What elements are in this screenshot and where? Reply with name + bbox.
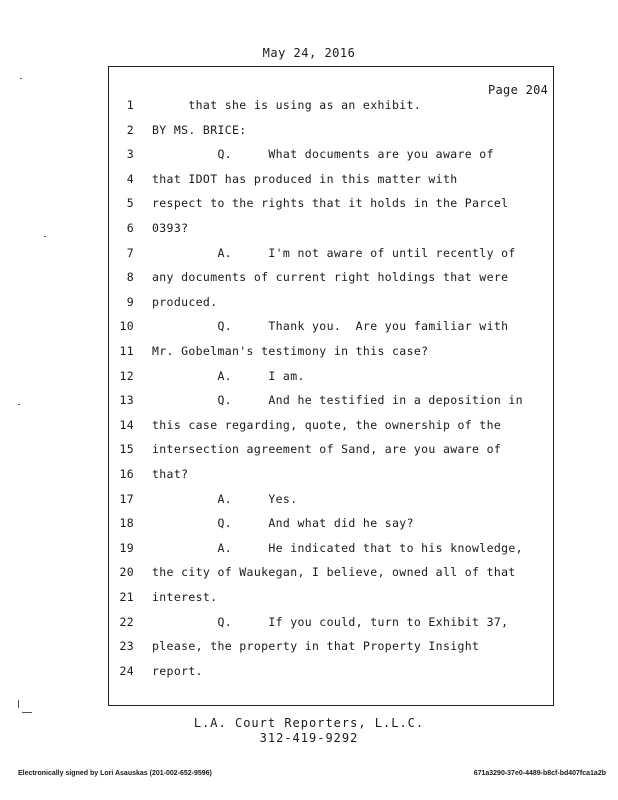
line-number: 20 (119, 565, 134, 580)
scan-speck (18, 700, 19, 708)
line-text: A. I'm not aware of until recently of (152, 245, 516, 260)
line-number: 15 (119, 442, 134, 457)
scan-speck (18, 404, 20, 405)
line-text: Mr. Gobelman's testimony in this case? (152, 344, 429, 358)
line-text: respect to the rights that it holds in the Parcel (152, 196, 509, 211)
transcript-line (0, 246, 618, 271)
transcript-date: May 24, 2016 (262, 46, 356, 60)
line-text: Q. Thank you. Are you familiar with (152, 319, 509, 334)
line-text: Q. What documents are you aware of (152, 147, 494, 162)
line-text: produced. (152, 294, 218, 309)
line-text: the city of Waukegan, I believe, owned all of that (152, 565, 516, 580)
line-text: intersection agreement of Sand, are you aware of (152, 442, 502, 457)
line-number: 6 (126, 221, 134, 235)
line-text: 0393? (152, 221, 189, 235)
transcript-line (0, 590, 618, 615)
line-number: 12 (119, 368, 134, 383)
line-text: this case regarding, quote, the ownership of the (152, 417, 502, 432)
transcript-line (0, 123, 618, 148)
transcript-line (0, 418, 618, 443)
transcript-line (0, 442, 618, 467)
line-text: Q. And what did he say? (152, 516, 414, 531)
court-reporter-phone: 312-419-9292 (259, 731, 359, 745)
line-text: that she is using as an exhibit. (152, 98, 422, 112)
line-text: report. (152, 663, 203, 678)
line-number: 7 (126, 245, 134, 260)
line-text: that? (152, 467, 189, 481)
transcript-line (0, 172, 618, 197)
transcript-line (0, 196, 618, 221)
transcript-line (0, 664, 618, 689)
transcript-line (0, 492, 618, 517)
transcript-line (0, 344, 618, 369)
line-number: 18 (119, 516, 134, 531)
line-number: 23 (119, 639, 134, 654)
line-number: 9 (126, 294, 134, 309)
page-number: Page 204 (488, 83, 549, 97)
line-number: 16 (119, 467, 134, 481)
line-text: that IDOT has produced in this matter with (152, 171, 458, 186)
line-number: 2 (126, 122, 134, 137)
line-number: 17 (119, 491, 134, 506)
scan-speck (44, 236, 46, 237)
line-number: 1 (126, 98, 134, 112)
line-number: 11 (119, 344, 134, 358)
line-number: 5 (126, 196, 134, 211)
transcript-line (0, 221, 618, 246)
line-number: 24 (119, 663, 134, 678)
transcript-line (0, 98, 618, 123)
line-number: 13 (119, 393, 134, 408)
scan-speck (22, 712, 32, 713)
line-text: A. He indicated that to his knowledge, (152, 540, 523, 555)
transcript-line (0, 147, 618, 172)
court-reporter-name: L.A. Court Reporters, L.L.C. (193, 716, 425, 730)
line-text: please, the property in that Property Insight (152, 639, 480, 654)
transcript-line (0, 295, 618, 320)
document-hash: 671a3290-37e0-4489-b8cf-bd407fca1a2b (473, 770, 606, 777)
line-number: 3 (126, 147, 134, 162)
transcript-line (0, 393, 618, 418)
line-text: Q. If you could, turn to Exhibit 37, (152, 614, 509, 629)
transcript-line (0, 639, 618, 664)
transcript-line (0, 319, 618, 344)
line-number: 4 (126, 171, 134, 186)
transcript-line (0, 565, 618, 590)
line-text: any documents of current right holdings that were (152, 270, 509, 285)
line-number: 22 (119, 614, 134, 629)
scan-speck (20, 78, 22, 79)
line-text: interest. (152, 590, 218, 604)
line-text: BY MS. BRICE: (152, 122, 247, 137)
transcript-line (0, 541, 618, 566)
line-number: 14 (119, 417, 134, 432)
transcript-line (0, 369, 618, 394)
line-number: 8 (126, 270, 134, 285)
line-number: 19 (119, 540, 134, 555)
line-text: Q. And he testified in a deposition in (152, 393, 523, 408)
transcript-line (0, 467, 618, 492)
transcript-line (0, 516, 618, 541)
electronic-signature: Electronically signed by Lori Asauskas (201-002-652-9596) (18, 770, 212, 777)
transcript-line (0, 270, 618, 295)
line-text: A. Yes. (152, 491, 298, 506)
line-number: 21 (119, 590, 134, 604)
line-text: A. I am. (152, 368, 305, 383)
transcript-line (0, 615, 618, 640)
line-number: 10 (119, 319, 134, 334)
